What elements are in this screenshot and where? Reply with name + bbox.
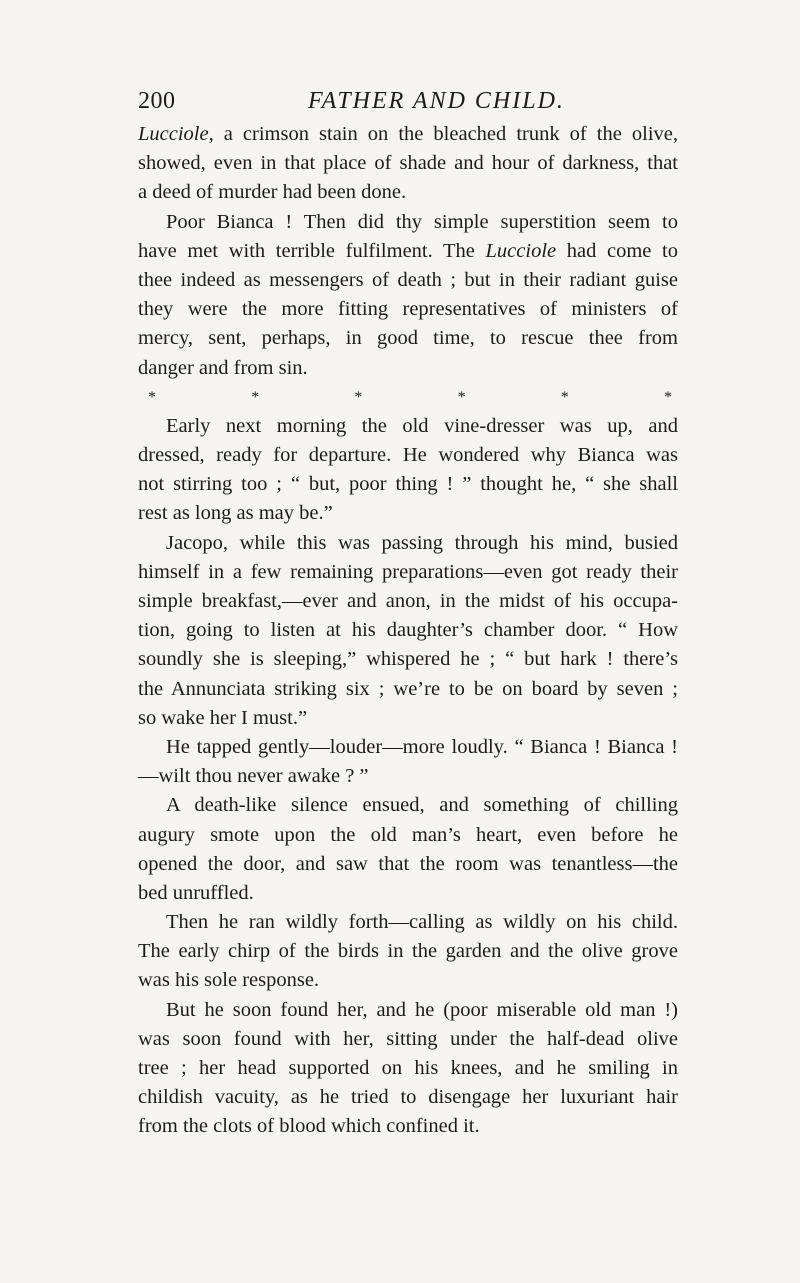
text-line: a deed of murder had been done. <box>138 181 407 204</box>
text-line: The early chirp of the birds in the garden and the olive grove <box>138 940 678 963</box>
text-line: Lucciole, a crimson stain on the bleached trunk of the olive, <box>138 123 678 145</box>
text-line: tree ; her head supported on his knees, and he smiling in <box>138 1057 678 1079</box>
text-line: so wake her I must.” <box>138 706 308 729</box>
text-line: have met with terrible fulfilment. The Lucciole had come to <box>138 239 678 262</box>
text-line: mercy, sent, perhaps, in good time, to rescue thee from <box>138 327 678 350</box>
text-line: Jacopo, while this was passing through his mind, busied <box>166 531 678 554</box>
text-line: Then he ran wildly forth—calling as wildly on his child. <box>166 911 678 934</box>
running-title: FATHER AND CHILD. <box>308 88 565 114</box>
text-line: Early next morning the old vine-dresser was up, and <box>166 414 678 437</box>
text-line: But he soon found her, and he (poor miserable old man !) <box>166 998 678 1021</box>
text-line: showed, even in that place of shade and hour of darkness, that <box>138 152 678 175</box>
body-text <box>138 120 678 1142</box>
text-line: —wilt thou never awake ? ” <box>138 765 369 788</box>
text-line: opened the door, and saw that the room was tenantless—the <box>138 852 678 875</box>
text-line: tion, going to listen at his daughter’s chamber door. “ How <box>138 619 678 642</box>
page-number: 200 <box>138 88 176 114</box>
text-line: not stirring too ; “ but, poor thing ! ” thought he, “ she shall <box>138 473 678 496</box>
text-line: was his sole response. <box>138 969 320 992</box>
text-line: danger and from sin. <box>138 356 308 379</box>
asterisk: * <box>663 388 672 406</box>
asterisk: * <box>148 388 156 406</box>
text-line: bed unruffled. <box>138 881 254 904</box>
text-line: dressed, ready for departure. He wondered why Bianca was <box>138 444 678 467</box>
text-line: simple breakfast,—ever and anon, in the midst of his occupa- <box>138 590 678 612</box>
text-line: the Annunciata striking six ; we’re to be on board by seven ; <box>138 677 678 700</box>
text-line: thee indeed as messengers of death ; but in their radiant guise <box>138 268 678 291</box>
text-line: Poor Bianca ! Then did thy simple superstition seem to <box>166 210 678 233</box>
text-line: soundly she is sleeping,” whispered he ; “ but hark ! there’s <box>138 648 678 671</box>
asterisk: * <box>560 388 569 406</box>
text-line: childish vacuity, as he tried to disengage her luxuriant hair <box>138 1086 678 1109</box>
asterisk: * <box>251 388 260 406</box>
page-header <box>138 88 678 118</box>
text-line: rest as long as may be.” <box>138 502 333 525</box>
text-line: they were the more fitting representatives of ministers of <box>138 298 678 321</box>
text-line: augury smote upon the old man’s heart, even before he <box>138 823 678 846</box>
section-break-asterisms <box>138 383 678 412</box>
asterisk: * <box>457 388 466 406</box>
text-line: He tapped gently—louder—more loudly. “ Bianca ! Bianca ! <box>166 735 678 758</box>
text-line: himself in a few remaining preparations—even got ready their <box>138 560 678 583</box>
text-line: from the clots of blood which confined it. <box>138 1115 480 1138</box>
text-line: A death-like silence ensued, and something of chilling <box>166 794 678 817</box>
text-line: was soon found with her, sitting under the half-dead olive <box>138 1027 678 1050</box>
asterisk: * <box>354 388 363 406</box>
